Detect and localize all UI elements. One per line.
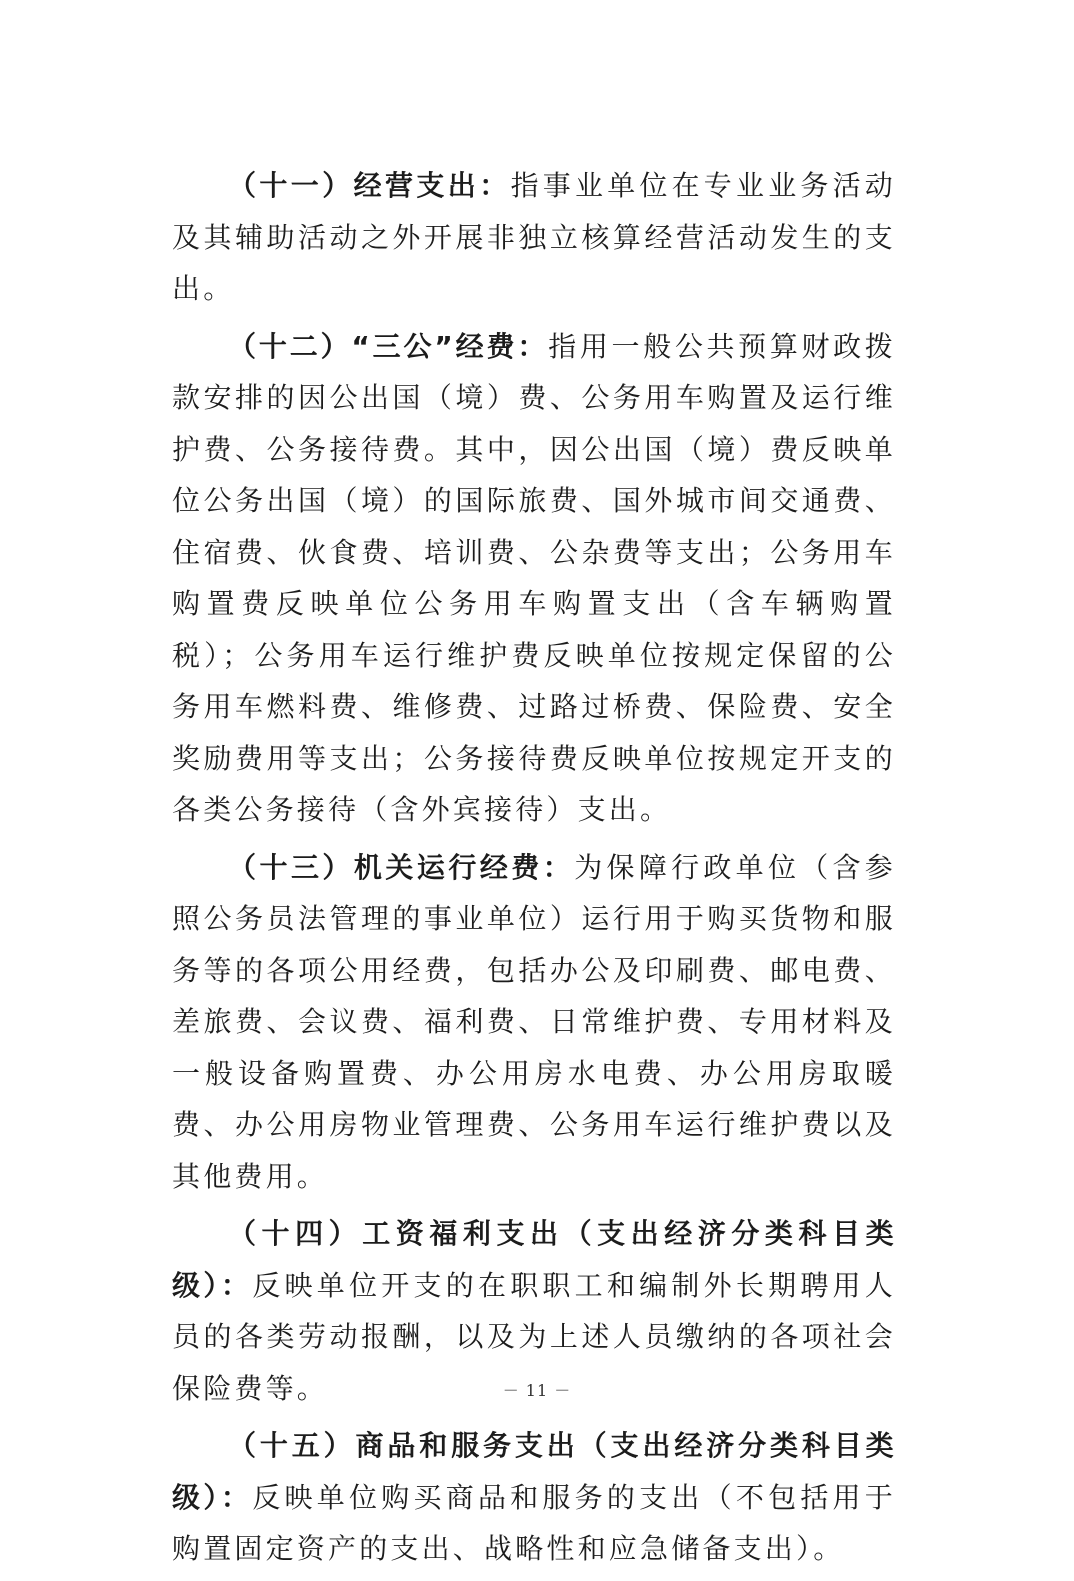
definition-operating-expenditure: 指事业单位在专业业务活动及其辅助活动之外开展非独立核算经营活动发生的支出。 bbox=[172, 169, 897, 305]
term-agency-operating-funds: （十三）机关运行经费： bbox=[228, 850, 575, 884]
term-three-public-expenses: （十二）“三公”经费： bbox=[228, 329, 549, 363]
definition-three-public-expenses: 指用一般公共预算财政拨款安排的因公出国（境）费、公务用车购置及运行维护费、公务接待费。其中，因公出国（境）费反映单位公务出国（境）的国际旅费、国外城市间交通费、住宿费、伙食费、培训费、公杂费等支出；公务用车购置费反映单位公务用车购置支出（含车辆购置税）；公务用车运行维护费反映单位按规定保留的公务用车燃料费、维修费、过路过桥费、保险费、安全奖励费用等支出；公务接待费反映单位按规定开支的各类公务接待（含外宾接待）支出。 bbox=[172, 329, 896, 826]
definition-agency-operating-funds: 为保障行政单位（含参照公务员法管理的事业单位）运行用于购买货物和服务等的各项公用经费，包括办公及印刷费、邮电费、差旅费、会议费、福利费、日常维护费、专用材料及一般设备购置费、办公用房水电费、办公用房取暖费、办公用房物业管理费、公务用车运行维护费以及其他费用。 bbox=[172, 850, 896, 1193]
document-body bbox=[172, 160, 896, 1581]
paragraph-three-public-expenses bbox=[172, 321, 896, 836]
definition-wages-welfare: 反映单位开支的在职职工和编制外长期聘用人员的各类劳动报酬，以及为上述人员缴纳的各项社会保险费等。 bbox=[172, 1268, 896, 1405]
term-goods-services: （十五）商品和服务支出（支出经济分类科目类级）： bbox=[172, 1429, 896, 1514]
term-wages-welfare: （十四）工资福利支出（支出经济分类科目类级）： bbox=[172, 1217, 896, 1302]
definition-goods-services: 反映单位购买商品和服务的支出（不包括用于购置固定资产的支出、战略性和应急储备支出）。 bbox=[172, 1480, 896, 1565]
paragraph-agency-operating-funds bbox=[172, 842, 896, 1203]
term-operating-expenditure: （十一）经营支出： bbox=[228, 169, 511, 202]
paragraph-goods-services bbox=[172, 1420, 896, 1575]
paragraph-operating-expenditure bbox=[172, 160, 896, 315]
page-number: － 11 － bbox=[502, 1381, 572, 1400]
